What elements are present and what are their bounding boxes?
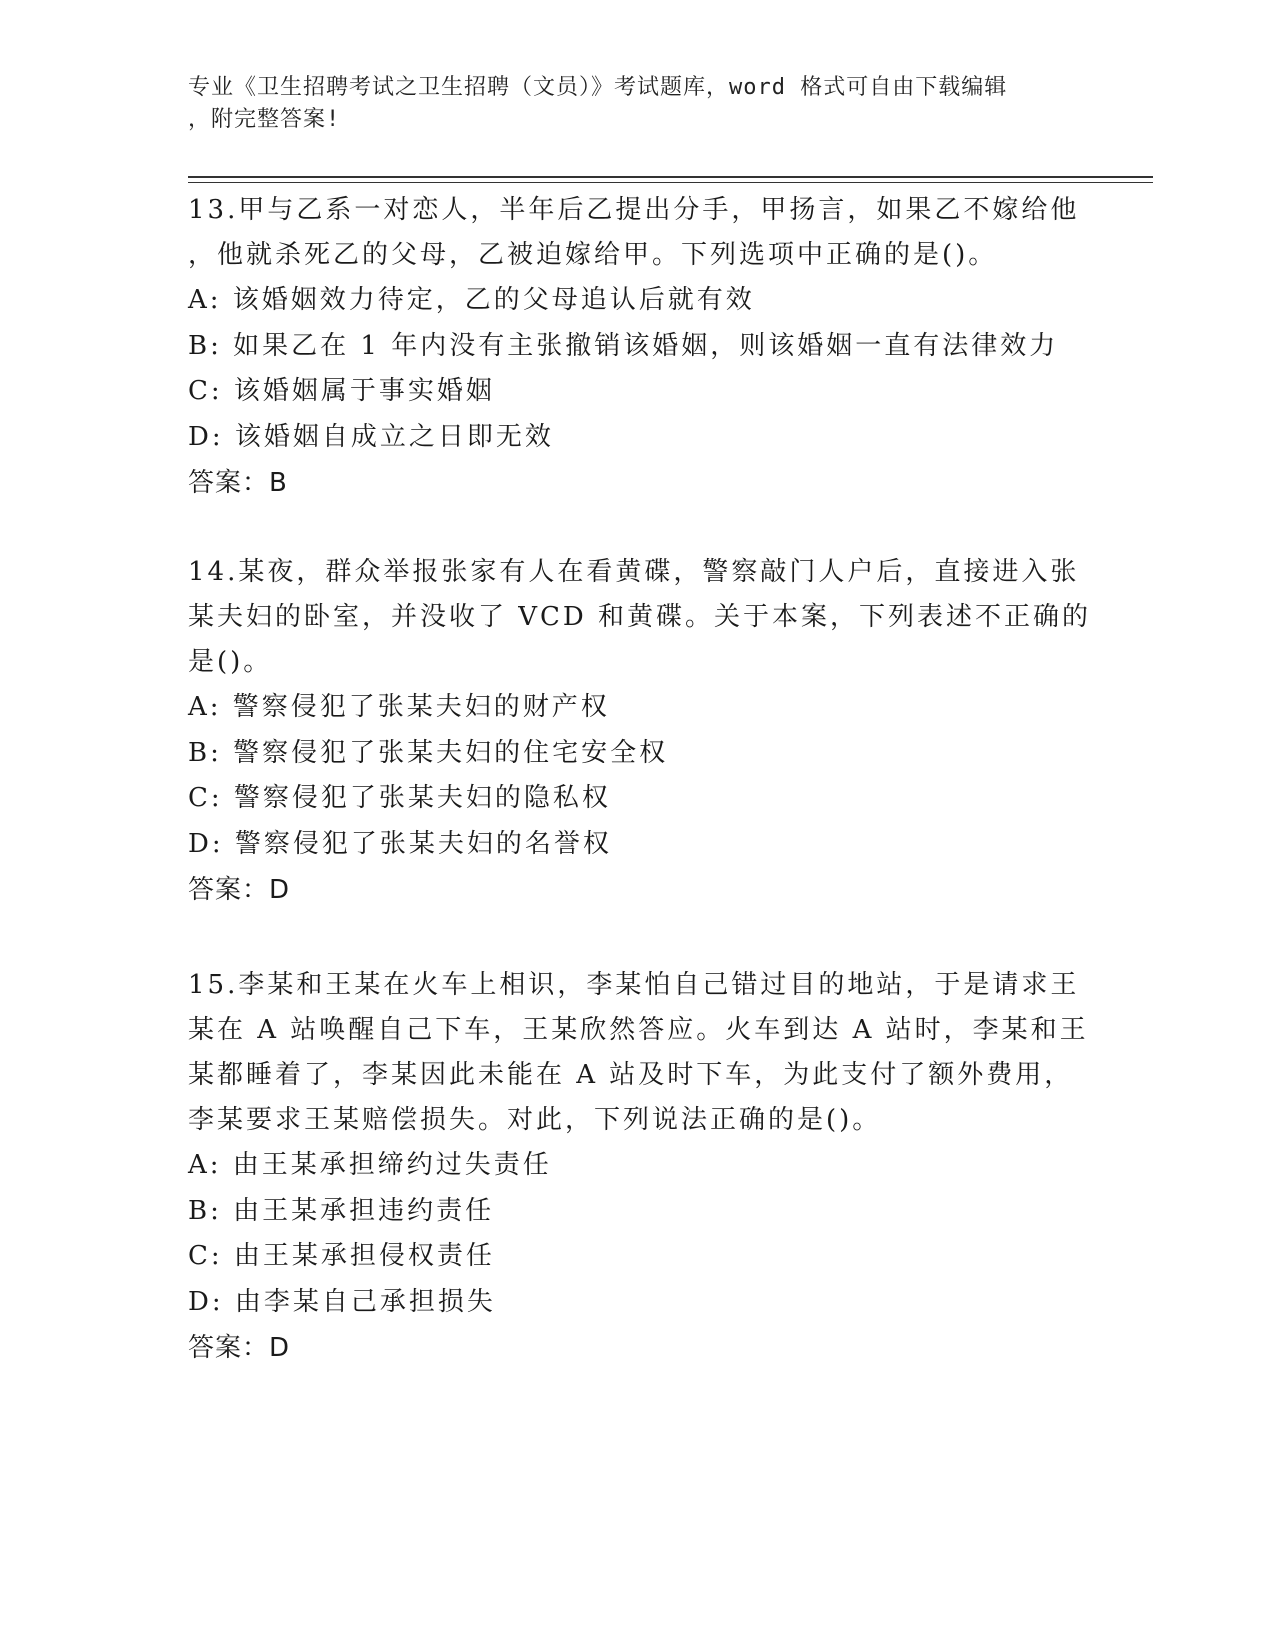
question-stem-line: 14.某夜，群众举报张家有人在看黄碟，警察敲门人户后，直接进入张 [188,557,1080,587]
question-stem-line: 13.甲与乙系一对恋人，半年后乙提出分手，甲扬言，如果乙不嫁给他 [188,195,1080,225]
document-header [188,72,1068,136]
option-c: C: 警察侵犯了张某夫妇的隐私权 [188,783,611,813]
header-divider-thin [188,182,1153,183]
option-a: A: 警察侵犯了张某夫妇的财产权 [188,692,610,722]
question-stem-line: 是()。 [188,647,273,677]
option-d: D: 由李某自己承担损失 [188,1286,496,1317]
question-stem-line: 15.李某和王某在火车上相识，李某怕自己错过目的地站，于是请求王 [188,970,1080,1000]
answer-line: 答案：D [188,875,291,905]
option-a: A: 该婚姻效力待定，乙的父母追认后就有效 [188,285,755,315]
header-divider-thick [188,176,1153,178]
option-a: A: 由王某承担缔约过失责任 [188,1150,552,1180]
option-d: D: 警察侵犯了张某夫妇的名誉权 [188,828,612,859]
question-stem-line: ，他就杀死乙的父母，乙被迫嫁给甲。下列选项中正确的是()。 [188,240,998,270]
question-15 [188,963,1088,1371]
header-line-1: 专业《卫生招聘考试之卫生招聘（文员）》考试题库，word 格式可自由下载编辑 [188,75,1008,100]
option-b: B: 由王某承担违约责任 [188,1195,495,1226]
question-14 [188,550,1092,913]
option-c: C: 由王某承担侵权责任 [188,1241,495,1271]
question-stem-line: 某都睡着了，李某因此未能在 A 站及时下车，为此支付了额外费用， [188,1060,1074,1090]
option-b: B: 如果乙在 1 年内没有主张撤销该婚姻，则该婚姻一直有法律效力 [188,330,1059,361]
answer-line: 答案：D [188,1333,291,1363]
question-13 [188,188,1088,506]
option-c: C: 该婚姻属于事实婚姻 [188,376,495,406]
question-stem-line: 李某要求王某赔偿损失。对此，下列说法正确的是()。 [188,1105,882,1135]
question-stem-line: 某在 A 站唤醒自己下车，王某欣然答应。火车到达 A 站时，李某和王 [188,1015,1089,1045]
header-line-2: ，附完整答案! [188,107,341,132]
option-d: D: 该婚姻自成立之日即无效 [188,421,554,452]
answer-line: 答案：B [188,468,288,498]
question-stem-line: 某夫妇的卧室，并没收了 VCD 和黄碟。关于本案，下列表述不正确的 [188,602,1092,632]
option-b: B: 警察侵犯了张某夫妇的住宅安全权 [188,737,669,768]
